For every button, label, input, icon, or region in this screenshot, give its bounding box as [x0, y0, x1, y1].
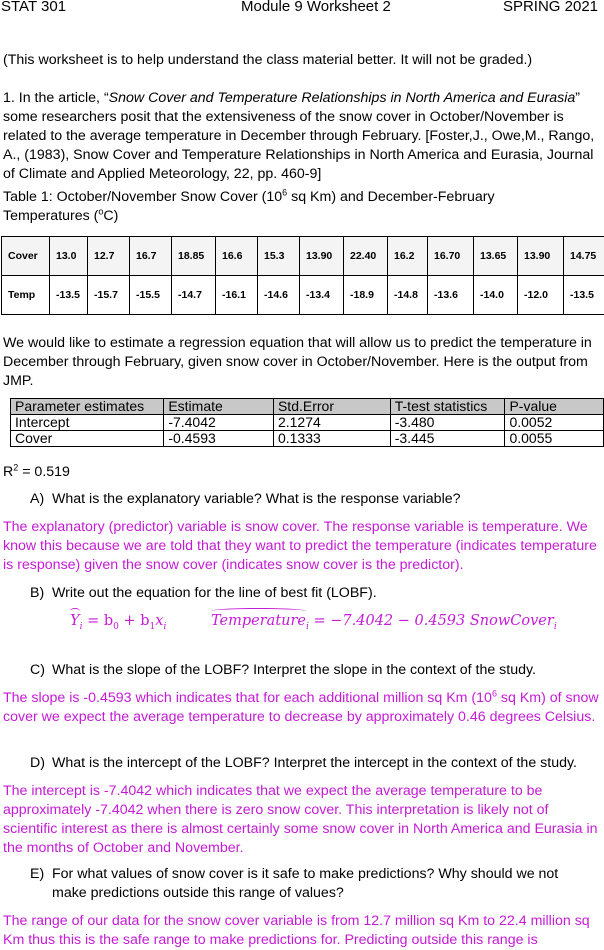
- eq-sub: 0: [113, 622, 119, 632]
- column-header: T-test statistics: [390, 399, 505, 415]
- table-cell: Intercept: [11, 415, 164, 431]
- question-e: [30, 865, 600, 903]
- caption-part: Temperatures (: [3, 208, 98, 224]
- table1-caption: [3, 188, 600, 226]
- question-text: What is the slope of the LOBF? Interpret the slope in the context of the study.: [52, 662, 536, 678]
- eq-part: + b: [119, 613, 150, 629]
- intro-note: (This worksheet is to help understand the class material better. It will not be graded.): [3, 51, 600, 70]
- temp-cell: -13.6: [428, 276, 474, 315]
- question-text: What is the intercept of the LOBF? Interpret the intercept in the context of the study.: [52, 755, 577, 771]
- cover-cell: 16.70: [428, 237, 474, 276]
- answer-part: The slope is -0.4593 which indicates that for each additional million sq Km (10: [3, 690, 492, 706]
- cover-cell: 16.6: [216, 237, 258, 276]
- temp-cell: -14.0: [474, 276, 518, 315]
- caption-part: Table 1: October/November Snow Cover (10: [3, 189, 282, 205]
- question-d: [30, 754, 600, 773]
- temp-cell: -12.0: [518, 276, 564, 315]
- column-header: Std.Error: [273, 399, 390, 415]
- table-row-temp: [2, 276, 604, 315]
- page-header: [0, 0, 604, 18]
- question-c: [30, 661, 600, 680]
- row-label: Temp: [2, 276, 50, 315]
- q1-rest: ” some researchers posit that the extensiveness of the snow cover in October/November is related to the average temperature in December through February. [Foster,J., Owe,M., Rango, A., (1983), Snow Cover and Temperature Relationships in North America and Eurasia, Journal of Climate and Applied Meteorology, 22, pp. 460-9]: [3, 90, 594, 182]
- question-b: [30, 584, 600, 603]
- column-header: P-value: [505, 399, 604, 415]
- question-a: [30, 490, 600, 509]
- question-1: [3, 89, 600, 184]
- eq-sub: i: [163, 622, 166, 632]
- temp-cell: -13.5: [50, 276, 88, 315]
- r-squared: [3, 463, 600, 482]
- table-header-row: [11, 399, 604, 415]
- eq-part: x: [155, 613, 163, 629]
- question-text: What is the explanatory variable? What is the response variable?: [52, 491, 461, 507]
- answer-d: The intercept is -7.4042 which indicates that we expect the average temperature to be approximately -7.4042 when there is zero snow cover. This interpretation is likely not of scientific interest as there is almost certainly some snow cover in North America and Eurasia in the months of October and November.: [3, 782, 600, 858]
- temp-cell: -15.5: [130, 276, 172, 315]
- answer-part: sq Km) of snow cover we expect the average temperature to decrease by approximately 0.46 degrees Celsius.: [3, 690, 599, 725]
- cover-cell: 16.7: [130, 237, 172, 276]
- caption-part: sq Km) and December-February: [287, 189, 494, 205]
- caption-part: C): [103, 208, 118, 224]
- eq-sub: i: [306, 622, 309, 632]
- table-cell: Cover: [11, 431, 164, 447]
- table-cell: -3.445: [390, 431, 505, 447]
- cover-cell: 22.40: [344, 237, 388, 276]
- question-label: A): [30, 490, 52, 509]
- course-code: STAT 301: [1, 0, 66, 15]
- r2-exp: 2: [13, 462, 18, 472]
- snow-temp-table: [1, 236, 604, 315]
- temp-cell: -14.8: [388, 276, 428, 315]
- q1-prefix: 1. In the article, “: [3, 90, 109, 106]
- table-cell: 0.1333: [273, 431, 390, 447]
- cover-cell: 12.7: [88, 237, 130, 276]
- cover-cell: 18.85: [172, 237, 216, 276]
- question-text: Write out the equation for the line of best fit (LOBF).: [52, 585, 377, 601]
- question-label: D): [30, 754, 52, 773]
- temp-cell: -13.4: [300, 276, 344, 315]
- answer-a: The explanatory (predictor) variable is snow cover. The response variable is temperature. We know this because we are told that they want to predict the temperature (indicates temperature is response) given the snow cover (indicates snow cover is the predictor).: [3, 518, 600, 575]
- table-cell: 0.0055: [505, 431, 604, 447]
- cover-cell: 15.3: [258, 237, 300, 276]
- table-row-cover: [2, 237, 604, 276]
- eq-sub: 1: [150, 622, 156, 632]
- temp-cell: -18.9: [344, 276, 388, 315]
- cover-cell: 14.75: [564, 237, 604, 276]
- y-hat: Y: [70, 613, 80, 629]
- jmp-output-table: [10, 398, 604, 447]
- temp-cell: -14.7: [172, 276, 216, 315]
- temp-cell: -13.5: [564, 276, 604, 315]
- general-lobf-equation: [70, 613, 166, 629]
- column-header: Parameter estimates: [11, 399, 164, 415]
- article-title: Snow Cover and Temperature Relationships in North America and Eurasia: [109, 90, 576, 106]
- answer-e: The range of our data for the snow cover variable is from 12.7 million sq Km to 22.4 million sq Km thus this is the safe range to make predictions for. Predicting outside this range is: [3, 912, 600, 950]
- table-cell: 2.1274: [273, 415, 390, 431]
- eq-sub: i: [80, 622, 83, 632]
- eq-part: = b: [82, 613, 113, 629]
- question-label: B): [30, 584, 52, 603]
- table-cell: 0.0052: [505, 415, 604, 431]
- temp-cell: -14.6: [258, 276, 300, 315]
- cover-cell: 16.2: [388, 237, 428, 276]
- table-row: [11, 415, 604, 431]
- temp-cell: -15.7: [88, 276, 130, 315]
- temperature-hat: Temperature: [211, 613, 306, 629]
- caption-exp: 6: [282, 187, 287, 197]
- question-label: C): [30, 661, 52, 680]
- table-cell: -7.4042: [164, 415, 274, 431]
- temp-cell: -16.1: [216, 276, 258, 315]
- question-label: E): [30, 865, 52, 884]
- fitted-lobf-equation: [211, 613, 557, 629]
- cover-cell: 13.90: [518, 237, 564, 276]
- row-label: Cover: [2, 237, 50, 276]
- table-cell: -0.4593: [164, 431, 274, 447]
- r2-value: = 0.519: [18, 464, 70, 480]
- question-text: For what values of snow cover is it safe to make predictions? Why should we not: [52, 866, 558, 882]
- table-row: [11, 431, 604, 447]
- r2-label: R: [3, 464, 13, 480]
- module-title: Module 9 Worksheet 2: [241, 0, 391, 15]
- eq-part: = −7.4042 − 0.4593 SnowCover: [309, 613, 554, 629]
- eq-sub: i: [554, 622, 557, 632]
- column-header: Estimate: [164, 399, 274, 415]
- term: SPRING 2021: [503, 0, 598, 15]
- cover-cell: 13.65: [474, 237, 518, 276]
- cover-cell: 13.90: [300, 237, 344, 276]
- regression-intro: We would like to estimate a regression equation that will allow us to predict the temperature in December through February, given snow cover in October/November. Here is the output from JMP.: [3, 334, 600, 391]
- table-cell: -3.480: [390, 415, 505, 431]
- answer-exp: 6: [492, 688, 497, 698]
- caption-deg: o: [98, 206, 103, 216]
- question-text: make predictions outside this range of values?: [30, 884, 600, 903]
- answer-c: [3, 689, 600, 727]
- cover-cell: 13.0: [50, 237, 88, 276]
